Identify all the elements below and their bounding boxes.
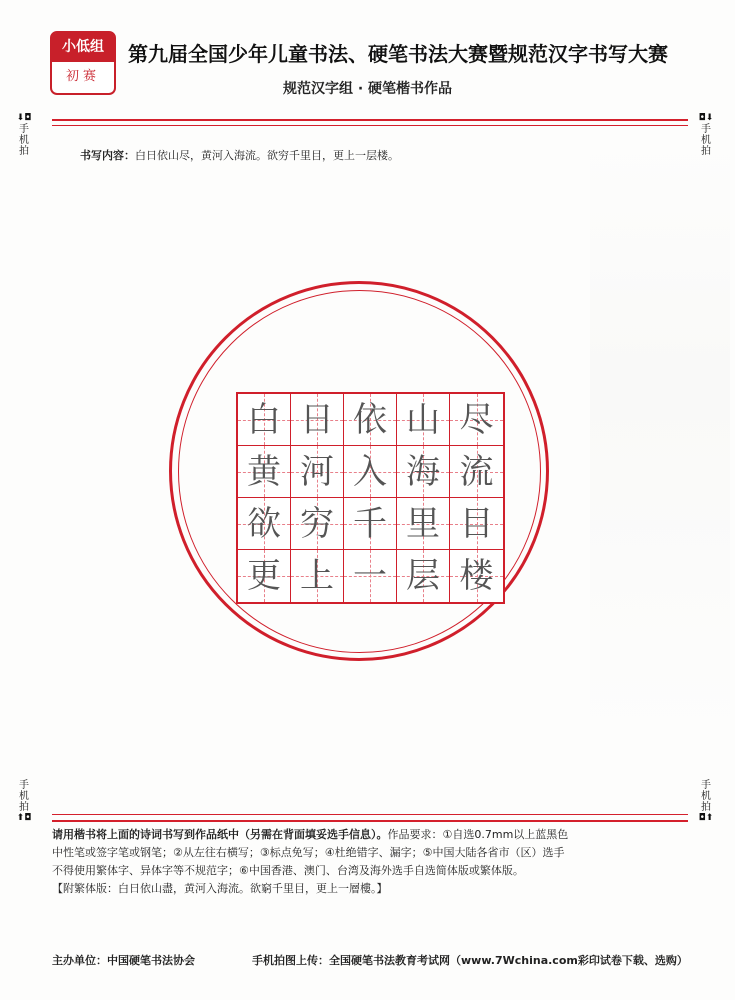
handwritten-character: 日 [300, 400, 334, 440]
bottom-rule-thick [52, 820, 688, 822]
organizer: 主办单位：中国硬笔书法协会 [52, 954, 195, 967]
grid-cell [344, 394, 397, 446]
instructions-traditional: 【附繁体版：白日依山盡，黄河入海流。欲窮千里目，更上一層樓。】 [52, 882, 388, 895]
grid-cell [291, 498, 344, 550]
handwritten-character: 一 [353, 556, 387, 596]
grid-cell [397, 498, 450, 550]
camera-download-icon: ◘⬇ [698, 113, 714, 123]
marker-label-3: 拍 [701, 146, 711, 157]
instructions [52, 826, 692, 898]
camera-upload-icon: ◘⬆ [698, 813, 714, 823]
grid-cell [450, 446, 503, 498]
handwritten-character: 上 [300, 556, 334, 596]
grid-cell [238, 550, 291, 602]
handwritten-character: 更 [247, 556, 281, 596]
handwritten-character: 河 [300, 452, 334, 492]
page-subtitle: 规范汉字组 · 硬笔楷书作品 [282, 81, 453, 97]
badge-round-label: 初赛 [65, 69, 100, 84]
handwritten-character: 穷 [300, 504, 334, 544]
badge-group-label: 小低组 [52, 33, 114, 62]
instructions-lead: 请用楷书将上面的诗词书写到作品纸中（另需在背面填妥选手信息）。 [52, 828, 388, 841]
handwritten-character: 楼 [459, 556, 494, 596]
instructions-line-2: 中性笔或签字笔或钢笔；②从左往右横写；③标点免写；④杜绝错字、漏字；⑤中国大陆各省市（区）选手 [52, 846, 565, 859]
grid-cell [397, 550, 450, 602]
instructions-line-3: 不得使用繁体字、异体字等不规范字；⑥中国香港、澳门、台湾及海外选手自选简体版或繁体版。 [52, 864, 524, 877]
grid-cell [291, 394, 344, 446]
top-left-photo-marker [16, 113, 32, 157]
marker-label-3: 拍 [701, 802, 711, 813]
page-title: 第九届全国少年儿童书法、硬笔书法大赛暨规范汉字书写大赛 [128, 42, 668, 66]
grid-cell [344, 550, 397, 602]
bottom-right-photo-marker [698, 780, 714, 824]
handwritten-character: 依 [353, 400, 387, 440]
handwritten-character: 欲 [247, 504, 281, 544]
handwritten-character: 白 [247, 400, 281, 440]
marker-label-1: 手 [701, 780, 711, 791]
marker-label-2: 机 [19, 791, 29, 802]
download-camera-icon: ⬇◘ [16, 113, 32, 123]
handwritten-character: 黄 [247, 452, 281, 492]
marker-label-2: 机 [701, 791, 711, 802]
writing-content [80, 147, 399, 163]
background-bleed-through [590, 140, 730, 740]
grid-cell [238, 394, 291, 446]
upload-camera-icon: ⬆◘ [16, 813, 32, 823]
grid-cell [238, 498, 291, 550]
writing-content-label: 书写内容： [80, 149, 135, 162]
handwritten-character: 千 [353, 504, 387, 544]
upload-info: 手机拍图上传：全国硬笔书法教育考试网（www.7Wchina.com彩印试卷下载、选购） [252, 954, 688, 967]
grid-cell [344, 498, 397, 550]
marker-label-2: 机 [19, 135, 29, 146]
handwritten-character: 入 [353, 452, 387, 492]
marker-label-1: 手 [19, 124, 29, 135]
bottom-rule-thin [52, 814, 688, 815]
tianzige-grid [236, 392, 505, 604]
top-right-photo-marker [698, 113, 714, 157]
bottom-left-photo-marker [16, 780, 32, 824]
instructions-requirement: 作品要求：①自选0.7mm以上蓝黑色 [387, 828, 569, 841]
grid-cell [291, 550, 344, 602]
marker-label-3: 拍 [19, 802, 29, 813]
grid-cell [397, 394, 450, 446]
handwritten-character: 山 [406, 400, 440, 440]
marker-label-1: 手 [19, 780, 29, 791]
top-rule-thick [52, 119, 688, 121]
grid-cell [450, 550, 503, 602]
handwritten-character: 流 [459, 452, 494, 492]
grid-cell [344, 446, 397, 498]
grid-cell [450, 394, 503, 446]
grid-cell [397, 446, 450, 498]
marker-label-2: 机 [701, 135, 711, 146]
top-rule-thin [52, 125, 688, 126]
writing-content-text: 白日依山尽，黄河入海流。欲穷千里目，更上一层楼。 [135, 149, 399, 162]
grid-cell [291, 446, 344, 498]
grid-cell [238, 446, 291, 498]
grid-cell [450, 498, 503, 550]
handwritten-character: 目 [459, 504, 494, 544]
marker-label-1: 手 [701, 124, 711, 135]
handwritten-character: 层 [406, 556, 440, 596]
handwritten-character: 里 [406, 504, 440, 544]
handwritten-character: 海 [406, 452, 440, 492]
handwritten-character: 尽 [459, 400, 494, 440]
marker-label-3: 拍 [19, 146, 29, 157]
